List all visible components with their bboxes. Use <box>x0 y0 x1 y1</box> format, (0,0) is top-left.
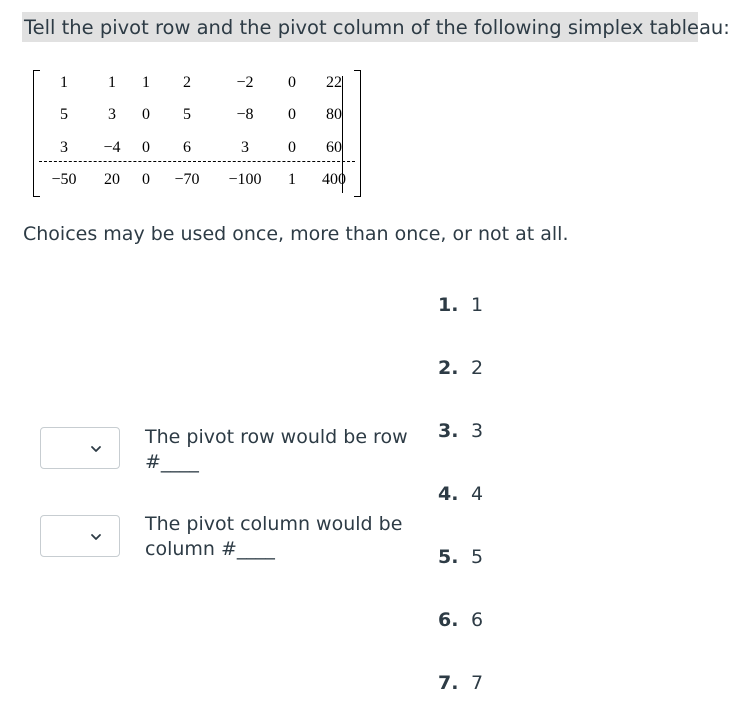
tableau-cell: 60 <box>326 139 342 156</box>
choice-value: 5 <box>471 546 484 568</box>
tableau-cell: 3 <box>60 139 68 156</box>
tableau-cell: −8 <box>236 106 254 123</box>
choice-value: 4 <box>471 483 484 505</box>
tableau-cell: 1 <box>142 74 150 91</box>
tableau-cell: −2 <box>236 74 254 91</box>
choice-number: 4. <box>438 483 459 505</box>
choice-number: 7. <box>438 672 459 694</box>
chevron-down-icon <box>89 530 103 544</box>
tableau-cell: 3 <box>108 106 116 123</box>
tableau-cell: 1 <box>108 74 116 91</box>
choice-number: 3. <box>438 420 459 442</box>
question-blank: #____ <box>145 451 199 473</box>
tableau-cell: −50 <box>51 171 77 188</box>
choice-number: 2. <box>438 357 459 379</box>
tableau-cell: 22 <box>326 74 342 91</box>
tableau-cell: 0 <box>288 139 296 156</box>
question-text: The pivot column would be <box>145 513 403 535</box>
choice-item <box>438 357 483 379</box>
choice-number: 5. <box>438 546 459 568</box>
choice-number: 6. <box>438 609 459 631</box>
tableau-cell: 0 <box>142 106 150 123</box>
tableau-cell: −100 <box>228 171 262 188</box>
choice-value: 6 <box>471 609 484 631</box>
choice-value: 3 <box>471 420 484 442</box>
choice-item <box>438 672 483 694</box>
left-bracket <box>33 70 40 197</box>
objective-row-divider <box>39 161 355 162</box>
tableau-cell: 80 <box>326 106 342 123</box>
pivot-row-question <box>145 425 415 475</box>
tableau-cell: 5 <box>60 106 68 123</box>
choice-item <box>438 420 483 442</box>
pivot-column-question <box>145 512 415 562</box>
question-blank: column #____ <box>145 538 275 560</box>
question-text: The pivot row would be row <box>145 426 408 448</box>
tableau-cell: 1 <box>60 74 68 91</box>
tableau-cell: 400 <box>322 171 346 188</box>
instructions-text: Choices may be used once, more than once, or not at all. <box>23 223 569 245</box>
tableau-cell: 1 <box>288 171 296 188</box>
tableau-cell: 0 <box>142 139 150 156</box>
tableau-cell: 0 <box>142 171 150 188</box>
tableau-cell: 20 <box>104 171 120 188</box>
question-header <box>22 12 730 42</box>
right-bracket <box>354 70 361 197</box>
choice-value: 7 <box>471 672 484 694</box>
tableau-cell: 3 <box>241 139 249 156</box>
tableau-cell: 5 <box>183 106 191 123</box>
choice-value: 2 <box>471 357 484 379</box>
tableau-cell: −4 <box>103 139 121 156</box>
choice-item <box>438 609 483 631</box>
tableau-cell: 6 <box>183 139 191 156</box>
choice-item <box>438 546 483 568</box>
tableau-cell: 0 <box>288 74 296 91</box>
chevron-down-icon <box>89 442 103 456</box>
choice-item <box>438 483 483 505</box>
pivot-row-select[interactable] <box>40 427 120 469</box>
tableau-cell: −70 <box>174 171 200 188</box>
pivot-column-select[interactable] <box>40 515 120 557</box>
tableau-cell: 0 <box>288 106 296 123</box>
choice-item <box>438 294 483 316</box>
choice-value: 1 <box>471 294 484 316</box>
question-prompt: Tell the pivot row and the pivot column of the following simplex tableau: <box>24 16 730 39</box>
tableau-cell: 2 <box>183 74 191 91</box>
simplex-tableau <box>33 70 361 197</box>
choice-number: 1. <box>438 294 459 316</box>
